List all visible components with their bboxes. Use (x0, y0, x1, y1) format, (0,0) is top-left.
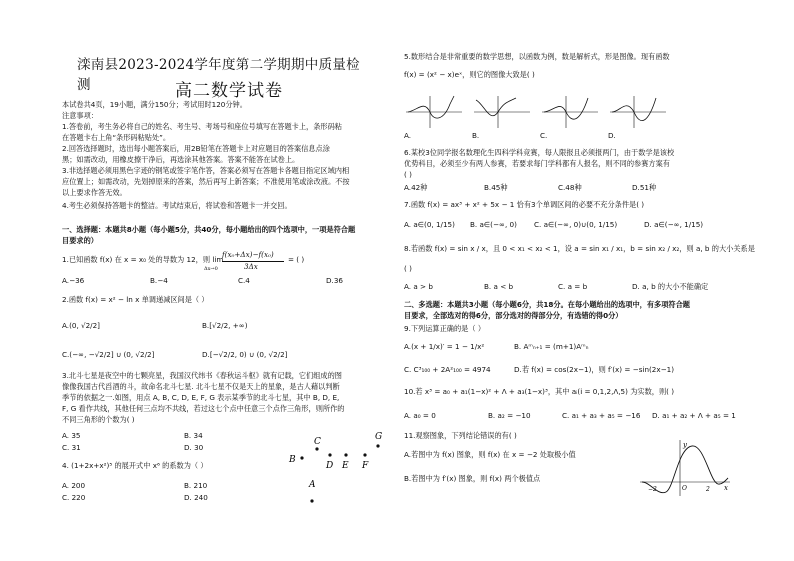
star-a-dot (310, 499, 313, 502)
option-d: D. a, b 的大小不能确定 (632, 282, 709, 291)
question-line: f(x) = (x² − x)eˣ，则它的图像大致是( ) (404, 70, 535, 79)
fraction-denominator: 3Δx (244, 262, 258, 271)
star-label-f: F (362, 461, 369, 471)
star-points (300, 444, 379, 502)
question-line: ( ) (404, 170, 412, 179)
star-label-d: D (326, 461, 334, 471)
option-c: C.48种 (558, 183, 582, 192)
option-c: C. C³₁₀₀ + 2A²₁₀₀ = 4974 (404, 365, 491, 374)
option-a: A. a∈(0, 1/15) (404, 220, 455, 229)
option-c: C. (540, 131, 548, 140)
notice-line: 应位置上；如需改动，先划掉原来的答案，然后再写上新答案；不准使用笔或涂改液。不按 (62, 177, 350, 186)
option-a: A. (404, 131, 412, 140)
limit-subscript: Δx→0 (204, 266, 218, 272)
option-c: C.4 (238, 276, 250, 285)
origin-label: O (682, 485, 687, 492)
question-line: 3.北斗七星是夜空中的七颗亮星，我国汉代纬书《春秋运斗枢》就有记载，它们组成的图 (62, 371, 342, 380)
notice-line: 黑；如需改动，用橡皮擦干净后，再选涂其他答案。答案不能答在试卷上。 (62, 155, 300, 164)
option-c: C. a = b (558, 282, 588, 291)
graph-c (542, 96, 598, 128)
option-d: D.[−√2/2, 0) ∪ (0, √2/2] (202, 350, 288, 359)
option-d: D. (608, 131, 616, 140)
option-a: A.42种 (404, 183, 428, 192)
option-a: A. a₀ = 0 (404, 411, 436, 420)
section-heading: 目要求，全部选对的得6分，部分选对的得部分分，有选错的得0分） (404, 311, 623, 320)
option-b: B. a₂ = −10 (488, 411, 531, 420)
star-label-b: B (289, 455, 296, 465)
x-label: x (724, 484, 728, 492)
option-c: C. 220 (62, 493, 86, 502)
graph-a (406, 96, 462, 128)
option-a: A.若图中为 f(x) 图象，则 f(x) 在 x = −2 处取极小值 (404, 450, 576, 459)
notice-line: 3.非选择题必须用黑色字迹的钢笔或签字笔作答，答案必须写在答题卡各题目指定区域内相 (62, 166, 350, 175)
question-tail: = ( ) (288, 255, 305, 264)
q5-graph-options (404, 94, 674, 130)
question-stem: 7.函数 f(x) = ax³ + x² + 5x − 1 恰有3个单调区间的必要不充分条件是( ) (404, 200, 645, 209)
notice-line: 以上要求作答无效。 (62, 188, 127, 197)
question-line: 不同三角形的个数为( ) (62, 415, 135, 424)
notice-line: 4.考生必须保持答题卡的整洁。考试结束后，将试卷和答题卡一并交回。 (62, 201, 292, 210)
big-dipper-figure (280, 425, 390, 495)
option-b: B. 34 (184, 431, 203, 440)
notice-line: 1.答卷前，考生务必将自己的姓名、考生号、考场号和座位号填写在答题卡上，条形码粘 (62, 122, 342, 131)
option-a: A.(x + 1/x)′ = 1 − 1/x² (404, 342, 485, 351)
option-d: D.51种 (632, 183, 657, 192)
star-d-dot (328, 453, 331, 456)
question-line: 像像我国古代舀酒的斗，故命名北斗七星. 北斗七星不仅是天上的星象，是古人藉以判断 (62, 382, 340, 391)
question-stem: 1.已知函数 f(x) 在 x = x₀ 处的导数为 12，则 lim (62, 255, 224, 264)
option-c: C.(−∞, −√2/2] ∪ (0, √2/2] (62, 350, 155, 359)
section-heading: 一、选择题：本题共8小题（每小题5分，共40分，每小题给出的四个选项中，一项是符合题 (62, 225, 356, 234)
graph-b (474, 96, 530, 128)
option-b: B.45种 (484, 183, 508, 192)
star-b-dot (300, 456, 303, 459)
question-line: 季节的依据之一.如图，用点 A, B, C, D, E, F, G 表示某季节的北斗七星，其中 B, D, E, (62, 393, 340, 402)
option-c: C. 31 (62, 443, 81, 452)
notice-line: 2.回答选择题时，选出每小题答案后，用2B铅笔在答题卡上对应题目的答案信息点涂 (62, 144, 330, 153)
option-a: A. 200 (62, 481, 86, 490)
star-f-dot (363, 453, 366, 456)
option-d: D. 240 (184, 493, 208, 502)
question-stem: 4. (1+2x+x²)⁵ 的展开式中 x⁶ 的系数为（ ） (62, 461, 208, 470)
question-line: F, G 看作共线，其他任何三点均不共线，若过这七个点中任意三个点作三角形，则所作的 (62, 404, 345, 413)
star-c-dot (315, 447, 318, 450)
option-b: B.[√2/2, +∞) (202, 321, 248, 330)
option-b: B. (472, 131, 480, 140)
fraction-numerator: f(x₀+Δx)−f(x₀) (222, 250, 274, 259)
option-b: B.−4 (150, 276, 168, 285)
question-line: 5.数形结合是非常重要的数学思想，以函数为例，数是解析式，形是图像。现有函数 (404, 52, 670, 61)
star-g-dot (376, 444, 379, 447)
y-label: y (683, 441, 687, 449)
star-label-c: C (314, 437, 321, 447)
option-a: A.−36 (62, 276, 85, 285)
tick-label: 2 (706, 486, 710, 493)
notice-line: 在答题卡右上角“条形码粘贴处”。 (62, 133, 171, 142)
option-d: D.36 (326, 276, 343, 285)
star-label-a: A (309, 480, 316, 490)
graph-d (610, 96, 666, 128)
option-b: B. 210 (184, 481, 208, 490)
option-b: B. a < b (484, 282, 514, 291)
exam-title: 滦南县2023-2024学年度第二学期期中质量检测 (77, 57, 360, 93)
question-stem: 8.若函数 f(x) = sin x / x，且 0 < x₁ < x₂ < 1，设 a = sin x₁ / x₁，b = sin x₂ / x₂，则 a, b 的大小关系是 (404, 244, 755, 253)
tick-label: −2 (648, 486, 657, 493)
option-b: B.若图中为 f′(x) 图象，则 f(x) 两个极值点 (404, 474, 541, 483)
option-d: D. a₁ + a₂ + Λ + a₅ = 1 (652, 411, 736, 420)
star-label-g: G (375, 432, 383, 442)
q11-graph (640, 438, 730, 498)
notice-heading: 注意事项： (62, 111, 98, 120)
option-a: A. 35 (62, 431, 81, 440)
option-c: C. a₁ + a₃ + a₅ = −16 (562, 411, 641, 420)
section-heading: 二、多选题：本题共3小题（每小题6分，共18分。在每小题给出的选项中，有多项符合题 (404, 300, 690, 309)
option-d: D. 30 (184, 443, 204, 452)
exam-info: 本试卷共4页，19小题，满分150分；考试用时120分钟。 (62, 100, 247, 109)
option-a: A. a > b (404, 282, 433, 291)
exam-subtitle: 高二数学试卷 (175, 81, 283, 101)
star-label-e: E (342, 461, 349, 471)
question-tail: ( ) (404, 264, 412, 273)
question-stem: 9.下列运算正确的是（ ） (404, 324, 486, 333)
option-b: B. a∈(−∞, 0) (470, 220, 517, 229)
option-a: A.(0, √2/2] (62, 321, 100, 330)
option-d: D.若 f(x) = cos(2x−1)，则 f′(x) = −sin(2x−1) (514, 365, 675, 374)
question-line: 6.某校3位同学报名数理化生四科学科竞赛，每人限报且必须报两门，由于数学是该校 (404, 148, 675, 157)
option-c: C. a∈(−∞, 0)∪(0, 1/15) (534, 220, 618, 229)
section-heading: 目要求的） (62, 236, 98, 245)
question-line: 优势科目，必须至少有两人参赛，若要求每门学科都有人报名，则不同的参赛方案有 (404, 159, 670, 168)
option-b: B. Aᵐₙ₊₁ = (m+1)Aᵐₙ (514, 342, 589, 351)
star-e-dot (344, 453, 347, 456)
question-stem: 11.观察图象，下列结论错误的有( ) (404, 431, 517, 440)
question-stem: 10.若 x³ = a₀ + a₁(1−x)² + Λ + a₃(1−x)³，其中 aᵢ(i = 0,1,2,Λ,5) 为实数，则( ) (404, 387, 675, 396)
option-d: D. a∈(−∞, 1/15) (644, 220, 704, 229)
question-stem: 2.函数 f(x) = x² − ln x 单调递减区间是（ ） (62, 295, 209, 304)
